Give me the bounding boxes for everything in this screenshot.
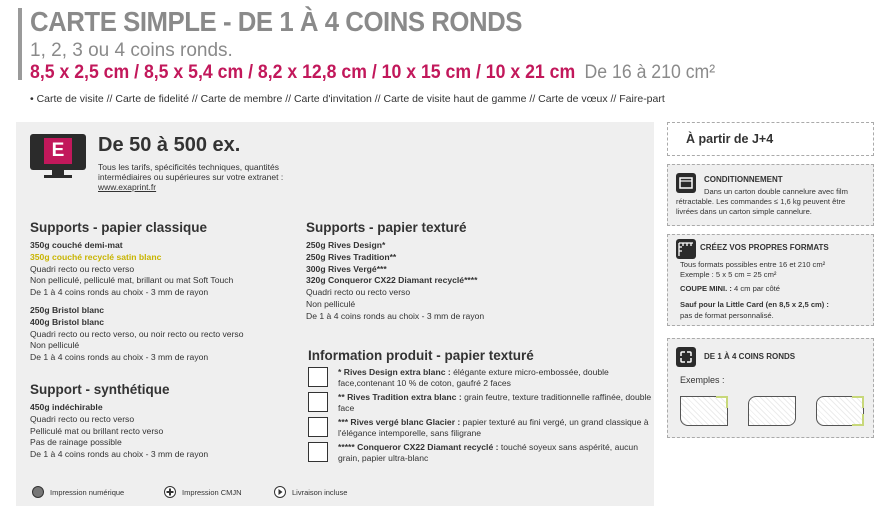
size-list — [30, 62, 715, 84]
usage-list: • Carte de visite // Carte de fidelité // Carte de membre // Carte d'invitation // Carte de visite haut de gamme // Carte de vœux // Faire-part — [30, 93, 665, 105]
textured-paper: 320g Conqueror CX22 Diamant recyclé**** — [306, 275, 478, 286]
packaging-box — [667, 164, 874, 226]
synthetic-paper: 450g indéchirable — [30, 402, 103, 412]
cmyk-print-icon — [164, 486, 176, 498]
textured-title: Supports - papier texturé — [306, 220, 467, 235]
info-checkbox[interactable] — [308, 442, 328, 462]
synthetic-detail: Quadri recto ou recto verso — [30, 413, 135, 424]
ruler-icon — [676, 239, 696, 259]
info-label: * Rives Design extra blanc : — [338, 367, 451, 377]
synthetic-detail: Pas de rainage possible — [30, 437, 122, 448]
delivery-delay: À partir de J+4 — [686, 132, 774, 146]
little-card-value: pas de format personnalisé. — [680, 311, 774, 320]
title-accent-bar — [18, 8, 22, 80]
corner-example-card — [816, 396, 864, 426]
info-text: élégante exture micro-embossée, double face,contenant 10 % de coton, gaufré 2 faces — [338, 367, 609, 388]
quantity-description — [98, 162, 308, 192]
corners-examples-label: Exemples : — [680, 375, 725, 385]
info-label: ** Rives Tradition extra blanc : — [338, 392, 462, 402]
little-card-text: Sauf pour la Little Card (en 8,5 x 2,5 cm) : — [680, 300, 829, 309]
classic-detail: Quadri recto ou recto verso — [30, 263, 135, 274]
bristol-paper: 400g Bristol blanc — [30, 316, 105, 327]
delivery-icon — [274, 486, 286, 498]
info-label: *** Rives vergé blanc Glacier : — [338, 417, 461, 427]
legend-delivery-label: Livraison incluse — [292, 487, 348, 497]
mini-value: 4 cm par côté — [731, 284, 781, 293]
synthetic-detail: Pelliculé mat ou brillant recto verso — [30, 425, 164, 436]
classic-details — [30, 240, 244, 364]
mini-label: COUPE MINI. : — [680, 284, 732, 293]
textured-details — [306, 240, 484, 323]
formats-title: CRÉEZ VOS PROPRES FORMATS — [700, 243, 829, 252]
size-range: De 16 à 210 cm² — [584, 62, 716, 83]
info-title: Information produit - papier texturé — [308, 348, 534, 363]
bristol-detail: De 1 à 4 coins ronds au choix - 3 mm de rayon — [30, 352, 209, 363]
bristol-paper: 250g Bristol blanc — [30, 304, 105, 315]
classic-detail: De 1 à 4 coins ronds au choix - 3 mm de rayon — [30, 287, 209, 298]
legend-cmyk-label: Impression CMJN — [182, 487, 242, 497]
classic-recycled-paper: 350g couché recyclé satin blanc — [30, 251, 162, 262]
formats-example: Exemple : 5 x 5 cm = 25 cm² — [680, 270, 777, 279]
textured-detail: Quadri recto ou recto verso — [306, 287, 411, 298]
legend-delivery — [274, 486, 347, 498]
corner-icon — [676, 347, 696, 367]
corners-title: DE 1 À 4 COINS RONDS — [704, 352, 796, 361]
quantity-range: De 50 à 500 ex. — [98, 134, 241, 156]
info-text: papier texturé au fini vergé, un grand classique à l'élégance intemporelle, sans filigrane — [338, 417, 649, 438]
info-checkbox[interactable] — [308, 367, 328, 387]
bristol-detail: Quadri recto ou recto verso, ou noir recto ou recto verso — [30, 328, 244, 339]
info-text: touché soyeux sans aspérité, aucun grain, papier ultra-blanc — [338, 442, 638, 463]
legend-cmyk — [164, 486, 242, 498]
classic-paper: 350g couché demi-mat — [30, 240, 123, 250]
legend-digital-label: Impression numérique — [50, 487, 125, 497]
formats-mini — [680, 284, 780, 294]
synthetic-detail: De 1 à 4 coins ronds au choix - 3 mm de rayon — [30, 449, 209, 460]
exaprint-monitor-icon — [30, 134, 86, 178]
badge-letter: E — [44, 138, 72, 164]
info-label: ***** Conqueror CX22 Diamant recyclé : — [338, 442, 499, 452]
little-card-label — [680, 300, 829, 310]
textured-detail: Non pelliculé — [306, 298, 356, 309]
bristol-detail: Non pelliculé — [30, 340, 80, 351]
quantity-desc-text: Tous les tarifs, spécificités techniques, quantités intermédiaires ou supérieures sur votre extranet : — [98, 162, 284, 182]
legend-digital — [32, 486, 124, 498]
textured-paper: 250g Rives Design* — [306, 240, 386, 250]
synthetic-title: Support - synthétique — [30, 382, 170, 397]
classic-detail: Non pelliculé, pelliculé mat, brillant ou mat Soft Touch — [30, 275, 234, 286]
page-subtitle: 1, 2, 3 ou 4 coins ronds. — [30, 40, 233, 61]
packaging-title: CONDITIONNEMENT — [704, 175, 783, 184]
delivery-delay-box — [667, 122, 874, 156]
packaging-text: Dans un carton double cannelure avec film rétractable. Les commandes ≤ 1,6 kg peuvent être livrées dans un carton simple cannelure. — [676, 187, 848, 216]
corner-example-card — [680, 396, 728, 426]
textured-paper: 250g Rives Tradition** — [306, 251, 397, 262]
textured-paper: 300g Rives Vergé*** — [306, 263, 387, 274]
size-values: 8,5 x 2,5 cm / 8,5 x 5,4 cm / 8,2 x 12,8 cm / 10 x 15 cm / 10 x 21 cm — [30, 62, 576, 83]
corner-example-card — [748, 396, 796, 426]
formats-line: Tous formats possibles entre 16 et 210 cm² — [680, 260, 826, 269]
info-checkbox[interactable] — [308, 392, 328, 412]
page-title: CARTE SIMPLE - DE 1 À 4 COINS RONDS — [30, 6, 523, 37]
synthetic-details — [30, 402, 208, 461]
classic-title: Supports - papier classique — [30, 220, 208, 235]
product-panel — [16, 122, 654, 506]
custom-formats-box — [667, 234, 874, 326]
extranet-link[interactable]: www.exaprint.fr — [98, 182, 157, 192]
info-text: grain feutre, texture traditionnelle raffinée, double face — [338, 392, 652, 413]
digital-print-icon — [32, 486, 44, 498]
info-checkbox[interactable] — [308, 417, 328, 437]
textured-detail: De 1 à 4 coins ronds au choix - 3 mm de rayon — [306, 310, 485, 321]
